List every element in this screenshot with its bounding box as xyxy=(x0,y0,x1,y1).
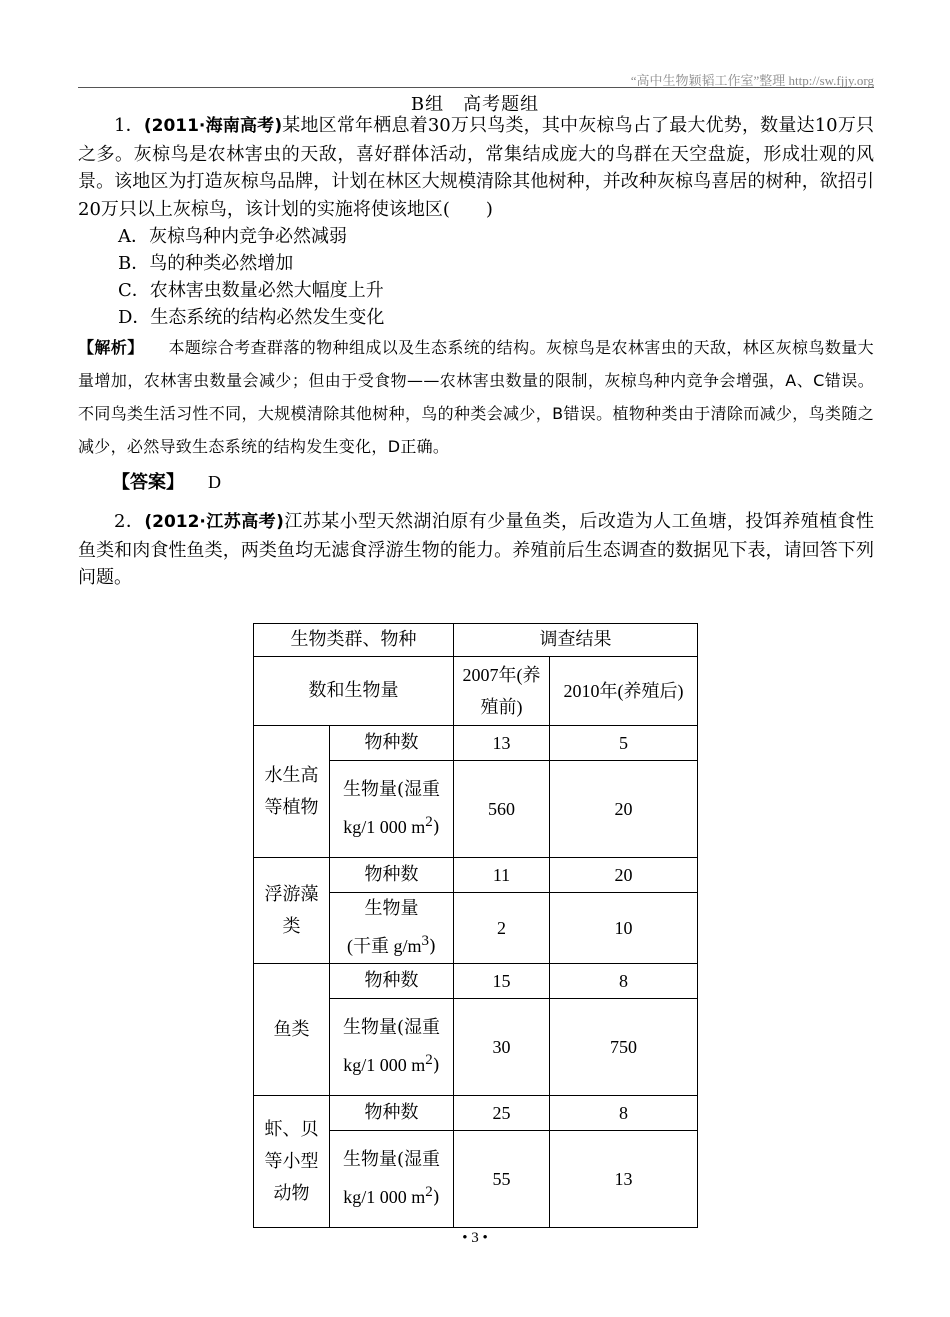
question-1-answer xyxy=(78,465,874,500)
species-2010: 8 xyxy=(550,1096,698,1131)
group-name: 浮游藻类 xyxy=(254,858,330,964)
biomass-label: 生物量(湿重 kg/1 000 $m^2$) xyxy=(330,761,454,858)
section-title: B组 高考题组 xyxy=(410,94,540,115)
page-content xyxy=(78,112,874,592)
question-1-number: 1． xyxy=(114,115,144,136)
table-header-metric: 数和生物量 xyxy=(254,657,454,726)
biomass-2007: 2 xyxy=(454,893,550,964)
species-2010: 20 xyxy=(550,858,698,893)
answer-label: 【答案】 xyxy=(112,472,184,493)
biomass-2010: 10 xyxy=(550,893,698,964)
page-header: “高中生物颖韬工作室”整理 http://sw.fjjy.org xyxy=(630,73,874,88)
species-2010: 5 xyxy=(550,726,698,761)
answer-value: D xyxy=(208,472,221,492)
survey-table xyxy=(253,623,698,1228)
species-label: 物种数 xyxy=(330,964,454,999)
question-1-source: (2011·海南高考) xyxy=(143,116,283,136)
table-header-result: 调查结果 xyxy=(454,624,698,657)
header-divider xyxy=(78,87,874,88)
species-2007: 11 xyxy=(454,858,550,893)
analysis-label: 【解析】 xyxy=(78,338,136,357)
species-2007: 13 xyxy=(454,726,550,761)
biomass-2010: 13 xyxy=(550,1131,698,1228)
biomass-2007: 55 xyxy=(454,1131,550,1228)
question-1-analysis xyxy=(78,331,874,463)
biomass-2007: 30 xyxy=(454,999,550,1096)
page-number: • 3 • xyxy=(462,1230,488,1246)
species-2007: 25 xyxy=(454,1096,550,1131)
species-label: 物种数 xyxy=(330,858,454,893)
species-label: 物种数 xyxy=(330,1096,454,1131)
group-name: 虾、贝等小型动物 xyxy=(254,1096,330,1228)
biomass-label: 生物量 (干重 $g/m^3$) xyxy=(330,893,454,964)
option-b: B．鸟的种类必然增加 xyxy=(118,253,294,274)
biomass-2007: 560 xyxy=(454,761,550,858)
biomass-2010: 750 xyxy=(550,999,698,1096)
question-1-stem xyxy=(78,112,874,223)
biomass-label: 生物量(湿重 kg/1 000 $m^2$) xyxy=(330,1131,454,1228)
question-2-text: 江苏某小型天然湖泊原有少量鱼类，后改造为人工鱼塘，投饵养殖植食性鱼类和肉食性鱼类，两类鱼均无滤食浮游生物的能力。养殖前后生态调查的数据见下表，请回答下列问题。 xyxy=(78,511,875,588)
option-c: C．农林害虫数量必然大幅度上升 xyxy=(118,280,384,301)
table-header-2010: 2010年(养殖后) xyxy=(550,657,698,726)
biomass-label: 生物量(湿重 kg/1 000 $m^2$) xyxy=(330,999,454,1096)
group-name: 鱼类 xyxy=(254,964,330,1096)
table-header-group: 生物类群、物种 xyxy=(254,624,454,657)
species-2010: 8 xyxy=(550,964,698,999)
question-2-source: (2012·江苏高考) xyxy=(144,512,284,532)
species-label: 物种数 xyxy=(330,726,454,761)
option-a: A．灰椋鸟种内竞争必然减弱 xyxy=(118,226,347,247)
species-2007: 15 xyxy=(454,964,550,999)
question-1-text: 某地区常年栖息着30万只鸟类，其中灰椋鸟占了最大优势，数量达10万只之多。灰椋鸟是农林害虫的天敌，喜好群体活动，常集结成庞大的鸟群在天空盘旋，形成壮观的风景。该地区为打造灰椋鸟品牌，计划在林区大规模清除其他树种，并改种灰椋鸟喜居的树种，欲招引20万只以上灰椋鸟，该计划的实施将使该地区( ) xyxy=(78,115,875,220)
table-header-2007: 2007年(养殖前) xyxy=(454,657,550,726)
group-name: 水生高等植物 xyxy=(254,726,330,858)
biomass-2010: 20 xyxy=(550,761,698,858)
analysis-text: 本题综合考查群落的物种组成以及生态系统的结构。灰椋鸟是农林害虫的天敌，林区灰椋鸟数量大量增加，农林害虫数量会减少；但由于受食物——农林害虫数量的限制，灰椋鸟种内竞争会增强，A、C错误。不同鸟类生活习性不同，大规模清除其他树种，鸟的种类会减少，B错误。植物种类由于清除而减少，鸟类随之减少，必然导致生态系统的结构发生变化，D正确。 xyxy=(78,338,874,456)
question-2-stem xyxy=(78,508,874,592)
question-2-number: 2． xyxy=(114,511,145,532)
option-d: D．生态系统的结构必然发生变化 xyxy=(118,307,385,328)
